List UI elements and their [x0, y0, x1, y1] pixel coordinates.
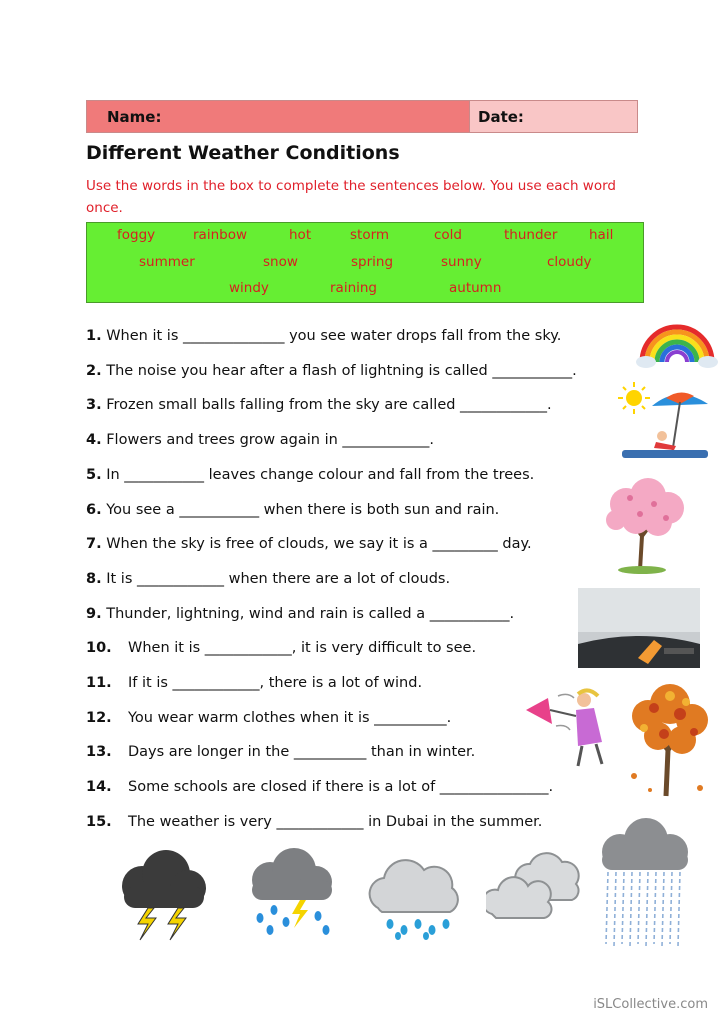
- question-item: [86, 397, 552, 413]
- question-number: 3.: [86, 397, 102, 413]
- question-number: 1.: [86, 328, 102, 344]
- word-item: foggy: [117, 227, 156, 243]
- question-item: [86, 536, 532, 552]
- question-item: [86, 328, 561, 344]
- name-date-header: [86, 100, 638, 133]
- question-item: [86, 640, 476, 656]
- question-number: 6.: [86, 502, 102, 518]
- question-number: 5.: [86, 467, 102, 483]
- question-text: Flowers and trees grow again in ____________.: [106, 432, 435, 448]
- question-number: 15.: [86, 814, 112, 830]
- question-number: 2.: [86, 363, 102, 379]
- rain-cloud-icon: [360, 850, 466, 940]
- word-item: hot: [289, 227, 312, 243]
- word-item: rainbow: [193, 227, 247, 243]
- question-item: [86, 571, 450, 587]
- foggy-windscreen-icon: [578, 588, 700, 668]
- question-text: It is ____________ when there are a lot of clouds.: [106, 571, 451, 587]
- blossom-tree-icon: [596, 474, 692, 574]
- name-field[interactable]: [87, 101, 470, 132]
- question-text: In ___________ leaves change colour and fall from the trees.: [106, 467, 535, 483]
- question-number: 11.: [86, 675, 112, 691]
- worksheet-title: Different Weather Conditions: [86, 142, 400, 164]
- question-text: Thunder, lightning, wind and rain is called a ___________.: [106, 606, 515, 622]
- word-item: thunder: [504, 227, 558, 243]
- rainbow-icon: [636, 316, 718, 370]
- question-item: [86, 814, 542, 830]
- question-text: You see a ___________ when there is both sun and rain.: [106, 502, 500, 518]
- rain-storm-cloud-icon: [240, 846, 340, 940]
- name-label: Name:: [107, 107, 162, 126]
- word-item: raining: [330, 280, 378, 296]
- word-box: [86, 222, 644, 303]
- word-item: hail: [589, 227, 614, 243]
- thunderstorm-cloud-icon: [114, 846, 212, 942]
- cloudy-icon: [486, 850, 582, 924]
- question-number: 7.: [86, 536, 102, 552]
- question-text: If it is ____________, there is a lot of wind.: [128, 675, 423, 691]
- question-number: 4.: [86, 432, 102, 448]
- question-text: When the sky is free of clouds, we say it is a _________ day.: [106, 536, 532, 552]
- word-item: spring: [351, 254, 394, 270]
- question-number: 8.: [86, 571, 102, 587]
- question-text: The noise you hear after a flash of lightning is called ___________.: [106, 363, 577, 379]
- word-item: autumn: [449, 280, 502, 296]
- question-item: [86, 363, 577, 379]
- question-number: 10.: [86, 640, 112, 656]
- question-text: Days are longer in the __________ than in winter.: [128, 744, 476, 760]
- sunny-beach-icon: [616, 380, 712, 466]
- word-item: snow: [263, 254, 298, 270]
- question-text: Frozen small balls falling from the sky are called ____________.: [106, 397, 552, 413]
- question-item: [86, 467, 534, 483]
- word-item: sunny: [441, 254, 482, 270]
- windy-woman-icon: [522, 686, 622, 770]
- question-item: [86, 744, 475, 760]
- question-item: [86, 502, 499, 518]
- word-item: summer: [139, 254, 195, 270]
- question-number: 13.: [86, 744, 112, 760]
- autumn-tree-icon: [620, 680, 716, 800]
- heavy-rain-cloud-icon: [596, 818, 692, 948]
- question-text: When it is ____________, it is very difficult to see.: [128, 640, 477, 656]
- word-item: storm: [350, 227, 390, 243]
- question-text: You wear warm clothes when it is __________.: [128, 710, 452, 726]
- word-item: windy: [229, 280, 269, 296]
- question-item: [86, 779, 553, 795]
- question-text: Some schools are closed if there is a lot of _______________.: [128, 779, 554, 795]
- question-text: The weather is very ____________ in Dubai in the summer.: [128, 814, 543, 830]
- question-item: [86, 710, 451, 726]
- question-item: [86, 606, 514, 622]
- instructions: Use the words in the box to complete the sentences below. You use each word once.: [86, 178, 616, 216]
- date-field[interactable]: [470, 101, 637, 132]
- question-item: [86, 675, 422, 691]
- question-item: [86, 432, 434, 448]
- word-item: cold: [434, 227, 463, 243]
- question-number: 12.: [86, 710, 112, 726]
- question-number: 9.: [86, 606, 102, 622]
- footer-watermark: iSLCollective.com: [593, 997, 708, 1012]
- question-number: 14.: [86, 779, 112, 795]
- date-label: Date:: [478, 107, 524, 126]
- question-text: When it is ______________ you see water drops fall from the sky.: [106, 328, 562, 344]
- word-item: cloudy: [547, 254, 592, 270]
